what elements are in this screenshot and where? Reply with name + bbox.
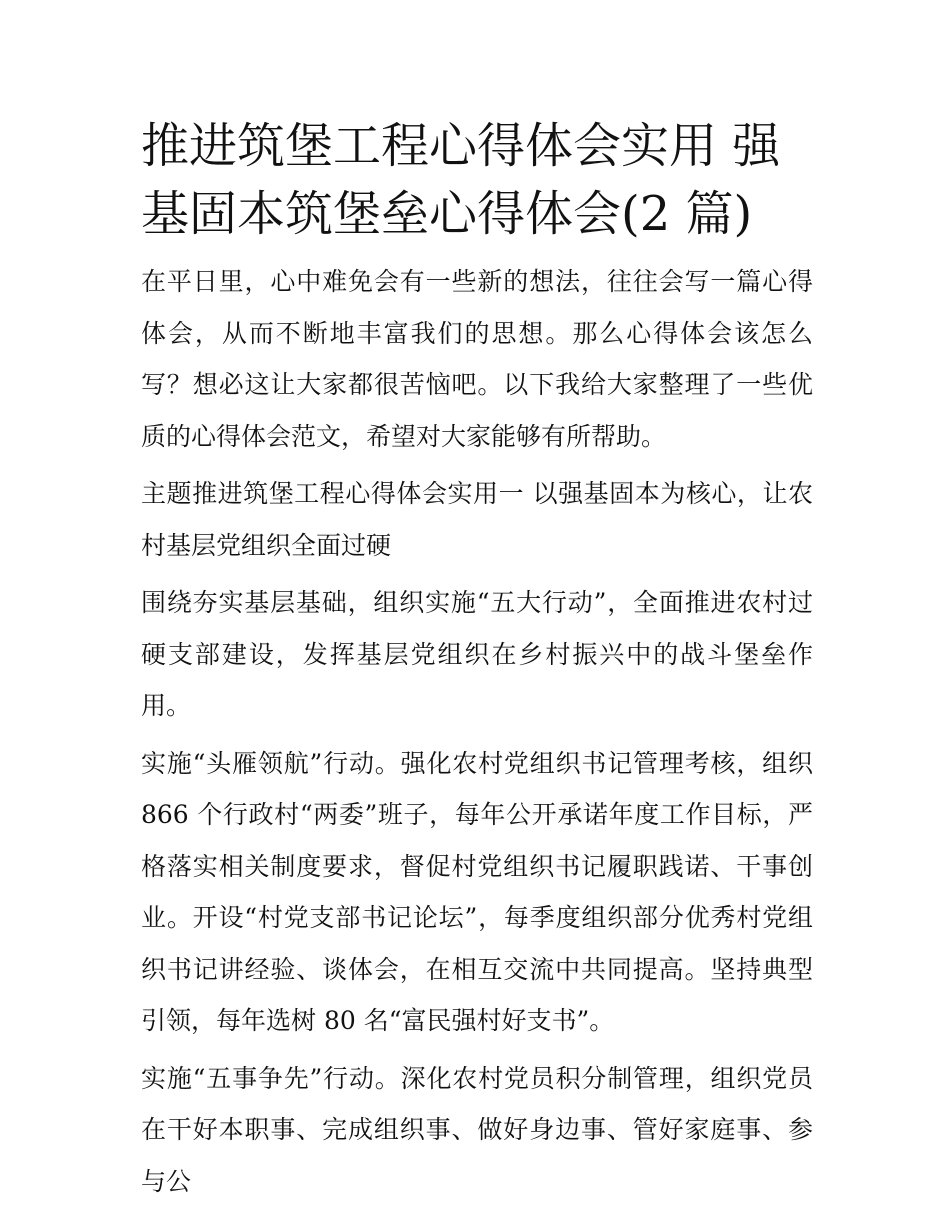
document-title: 推进筑堡工程心得体会实用 强基固本筑堡垒心得体会(2 篇) — [141, 118, 781, 242]
paragraph-intro: 在平日里，心中难免会有一些新的想法，往往会写一篇心得体会，从而不断地丰富我们的思想。那么心得体会该怎么写？想必这让大家都很苦恼吧。以下我给大家整理了一些优质的心得体会范文，希望对大家能够有所帮助。 — [141, 267, 813, 451]
paragraph-five-things-action: 实施“五事争先”行动。深化农村党员积分制管理，组织党员在干好本职事、完成组织事、做好身边事、管好家庭事、参与公 — [141, 1063, 813, 1196]
document-body — [141, 112, 813, 1207]
paragraph-overview: 围绕夯实基层基础，组织实施“五大行动”，全面推进农村过硬支部建设，发挥基层党组织在乡村振兴中的战斗堡垒作用。 — [141, 588, 813, 720]
paragraph-lead-goose-action: 实施“头雁领航”行动。强化农村党组织书记管理考核，组织 866 个行政村“两委”班子，每年公开承诺年度工作目标，严格落实相关制度要求，督促村党组织书记履职践诺、干事创业。开设“村党支部书记论坛”，每季度组织部分优秀村党组织书记讲经验、谈体会，在相互交流中共同提高。坚持典型引领，每年选树 80 名“富民强村好支书”。 — [141, 748, 813, 1035]
paragraph-section-heading: 主题推进筑堡工程心得体会实用一 以强基固本为核心，让农村基层党组织全面过硬 — [141, 479, 813, 560]
